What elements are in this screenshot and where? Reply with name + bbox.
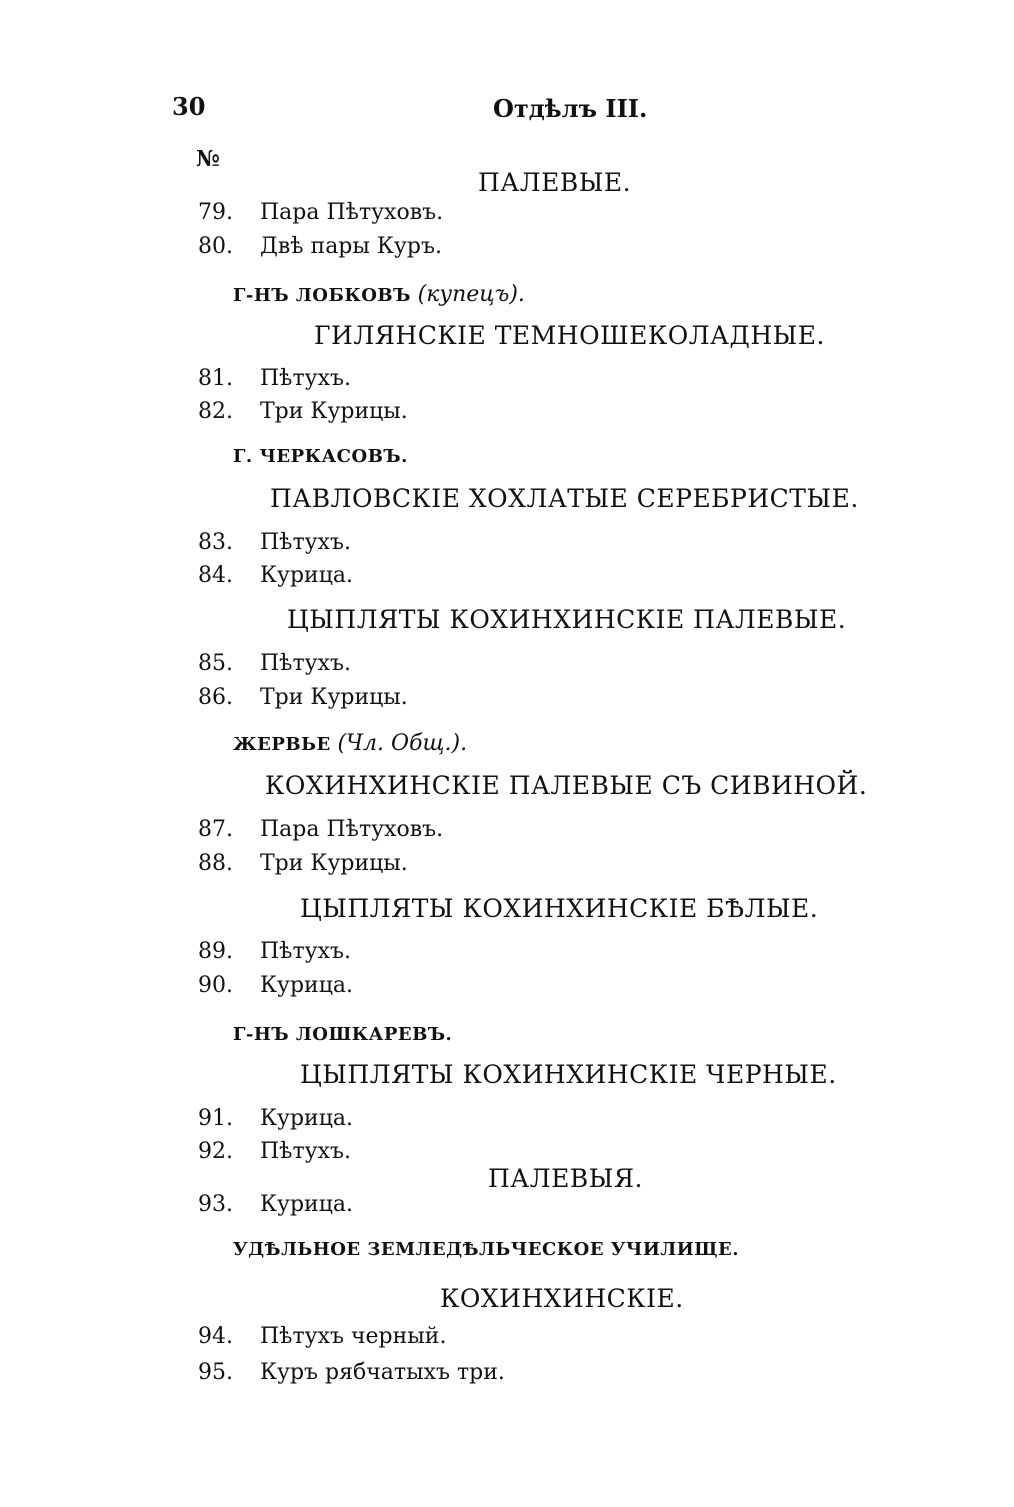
item-number: 82. [198, 399, 233, 424]
list-item [198, 530, 351, 555]
item-text: Пѣтухъ. [260, 651, 351, 676]
item-text: Три Курицы. [260, 851, 408, 876]
item-text: Три Курицы. [260, 399, 408, 424]
exhibitor-label: ЖЕРВЬЕ [233, 734, 331, 755]
breed-heading: ЦЫПЛЯТЫ КОХИНХИНСКІЕ ЧЕРНЫЕ. [300, 1060, 837, 1089]
number-sign: № [196, 146, 220, 172]
list-item [198, 973, 353, 998]
exhibitor-name [233, 446, 408, 467]
list-item [198, 851, 408, 876]
item-number: 85. [198, 651, 233, 676]
breed-heading: ПАЛЕВЫЕ. [478, 168, 632, 197]
item-number: 83. [198, 530, 233, 555]
list-item [198, 563, 353, 588]
list-item [198, 1106, 353, 1131]
exhibitor-label: Г-НЪ ЛОБКОВЪ [233, 285, 411, 306]
page-number: 30 [172, 92, 206, 121]
item-number: 88. [198, 851, 233, 876]
item-text: Три Курицы. [260, 685, 408, 710]
item-number: 87. [198, 817, 233, 842]
list-item [198, 1360, 505, 1385]
breed-heading: ПАЛЕВЫЯ. [488, 1164, 643, 1193]
exhibitor-label: УДѢЛЬНОЕ ЗЕМЛЕДѢЛЬЧЕСКОЕ УЧИЛИЩЕ. [233, 1239, 740, 1260]
breed-heading: ГИЛЯНСКІЕ ТЕМНОШЕКОЛАДНЫЕ. [314, 321, 825, 350]
section-title: Отдѣлъ III. [493, 94, 648, 123]
list-item [198, 939, 351, 964]
item-text: Пѣтухъ. [260, 1139, 351, 1164]
list-item [198, 399, 408, 424]
item-text: Двѣ пары Куръ. [260, 234, 442, 259]
item-text: Куръ рябчатыхъ три. [260, 1360, 505, 1385]
exhibitor-name [233, 1239, 739, 1260]
list-item [198, 366, 351, 391]
item-text: Пѣтухъ черный. [260, 1324, 447, 1349]
exhibitor-name [233, 282, 525, 307]
item-text: Пара Пѣтуховъ. [260, 817, 444, 842]
list-item [198, 817, 443, 842]
exhibitor-name [233, 1024, 452, 1045]
item-number: 80. [198, 234, 233, 259]
breed-heading: КОХИНХИНСКІЕ. [440, 1284, 684, 1313]
item-number: 86. [198, 685, 233, 710]
item-number: 91. [198, 1106, 233, 1131]
item-number: 84. [198, 563, 233, 588]
item-number: 79. [198, 200, 233, 225]
item-number: 94. [198, 1324, 233, 1349]
item-number: 90. [198, 973, 233, 998]
list-item [198, 685, 408, 710]
breed-heading: ЦЫПЛЯТЫ КОХИНХИНСКІЕ ПАЛЕВЫЕ. [287, 605, 847, 634]
item-text: Курица. [260, 563, 353, 588]
item-text: Курица. [260, 973, 353, 998]
exhibitor-label: Г-НЪ ЛОШКАРЕВЪ. [233, 1024, 453, 1045]
list-item [198, 1192, 353, 1217]
item-text: Пѣтухъ. [260, 366, 351, 391]
list-item [198, 200, 443, 225]
item-text: Курица. [260, 1106, 353, 1131]
exhibitor-note: (Чл. Общ.). [337, 731, 468, 756]
item-number: 95. [198, 1360, 233, 1385]
exhibitor-name [233, 731, 467, 756]
breed-heading: КОХИНХИНСКІЕ ПАЛЕВЫЕ СЪ СИВИНОЙ. [265, 771, 868, 800]
list-item [198, 651, 351, 676]
item-number: 93. [198, 1192, 233, 1217]
item-number: 92. [198, 1139, 233, 1164]
exhibitor-note: (купецъ). [417, 282, 525, 307]
item-text: Пѣтухъ. [260, 530, 351, 555]
breed-heading: ЦЫПЛЯТЫ КОХИНХИНСКІЕ БѢЛЫЕ. [300, 894, 819, 923]
item-text: Пара Пѣтуховъ. [260, 200, 444, 225]
item-text: Пѣтухъ. [260, 939, 351, 964]
item-number: 89. [198, 939, 233, 964]
item-number: 81. [198, 366, 233, 391]
exhibitor-label: Г. ЧЕРКАСОВЪ. [233, 446, 408, 467]
breed-heading: ПАВЛОВСКІЕ ХОХЛАТЫЕ СЕРЕБРИСТЫЕ. [270, 484, 859, 513]
list-item [198, 1139, 351, 1164]
list-item [198, 234, 442, 259]
item-text: Курица. [260, 1192, 353, 1217]
list-item [198, 1324, 446, 1349]
